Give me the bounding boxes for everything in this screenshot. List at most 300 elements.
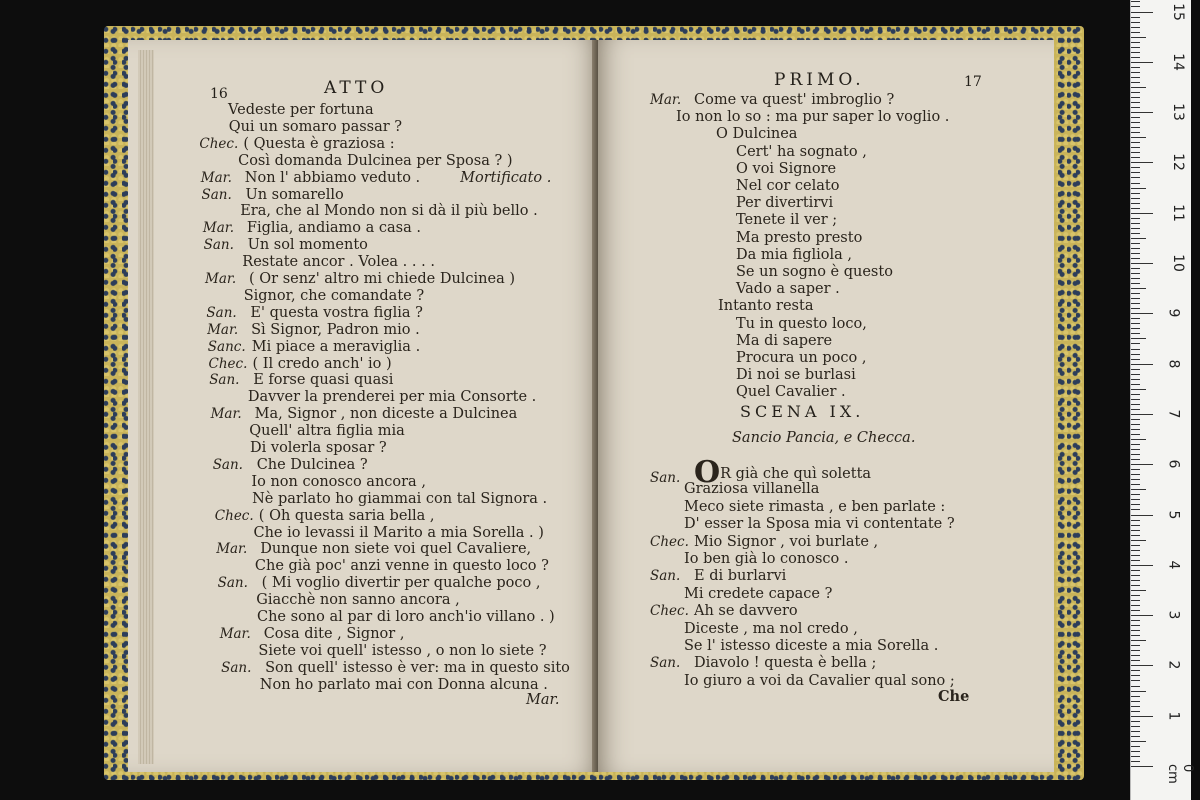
ruler-tick [1131, 92, 1140, 93]
catchword: Mar. [526, 692, 560, 708]
ruler-tick [1131, 77, 1140, 78]
ruler-tick [1131, 359, 1140, 360]
ruler-tick [1131, 585, 1140, 586]
ruler-tick [1131, 343, 1140, 344]
ruler-tick [1131, 650, 1140, 651]
ruler-tick [1131, 283, 1140, 284]
verse-line [249, 423, 405, 440]
verse-text: Giacchè non sanno ancora , [256, 592, 460, 609]
ruler-tick [1131, 469, 1140, 470]
ruler-tick [1131, 142, 1140, 143]
verse-text: ( Il credo anch' io ) [252, 355, 392, 372]
verse-line [260, 677, 548, 694]
verse-line [253, 356, 392, 373]
ruler-tick [1131, 318, 1140, 319]
ruler-tick [1131, 152, 1140, 153]
verse-text: E' questa vostra figlia ? [250, 304, 423, 321]
ruler-tick [1131, 555, 1140, 556]
verse-line [229, 119, 402, 136]
verse-text: Nè parlato ho giammai con tal Signora . [252, 490, 548, 507]
ruler-number: 12 [1169, 153, 1186, 172]
ruler-tick [1131, 560, 1140, 561]
ruler-tick [1131, 670, 1140, 671]
verse-text: Un somarello [245, 186, 344, 203]
ruler-tick [1131, 691, 1146, 692]
ruler-tick [1131, 389, 1146, 390]
ruler-tick [1131, 419, 1140, 420]
verse-line: Procura un poco , [736, 350, 867, 366]
ruler-tick [1131, 328, 1140, 329]
verse-line [684, 481, 819, 498]
ruler-tick [1131, 333, 1140, 334]
verse-line [251, 474, 426, 491]
ruler-tick [1131, 625, 1140, 626]
verse-line [244, 288, 424, 305]
speaker-label: Chec. [214, 507, 254, 524]
ruler-number: 5 [1165, 510, 1182, 519]
speaker-label: San. [217, 575, 248, 592]
ruler-tick [1131, 439, 1146, 440]
ruler-tick [1131, 248, 1140, 249]
ruler-tick [1131, 213, 1153, 214]
ruler-tick [1131, 494, 1140, 495]
verse-line [684, 673, 955, 690]
verse-text: Così domanda Dulcinea per Sposa ? ) [238, 152, 513, 169]
ruler-tick [1131, 680, 1140, 681]
verse-line [254, 525, 544, 542]
verse-line [694, 455, 872, 490]
running-head: ATTO [324, 78, 389, 98]
verse-text: Io non conosco ancora , [251, 473, 426, 490]
verse-line [684, 638, 938, 655]
ruler-tick [1131, 655, 1140, 656]
ruler-tick [1131, 193, 1140, 194]
ruler-tick [1131, 288, 1146, 289]
ruler-tick [1131, 394, 1140, 395]
ruler-tick [1131, 112, 1153, 113]
verse-text: D' esser la Sposa mia vi contentate ? [684, 516, 955, 533]
verse-text: Vedeste per fortuna [228, 102, 374, 118]
ruler-tick [1131, 47, 1140, 48]
ruler-tick [1131, 645, 1140, 646]
ruler-tick [1131, 228, 1140, 229]
verse-text: ( Mi voglio divertir per qualche poco , [261, 575, 541, 592]
ruler-tick [1131, 52, 1140, 53]
ruler-tick [1131, 364, 1153, 365]
verse-line [246, 187, 344, 204]
verse-text: Graziosa villanella [684, 481, 820, 498]
ruler-tick [1131, 696, 1140, 697]
verse-text: Dunque non siete voi quel Cavaliere, [260, 541, 532, 558]
ruler-tick [1131, 630, 1140, 631]
verse-text: Io ben già lo conosco . [684, 551, 849, 567]
ruler-unit-label: 0 cm [1165, 764, 1195, 784]
verse-line [258, 643, 546, 660]
ruler-tick [1131, 741, 1146, 742]
measuring-ruler [1130, 0, 1195, 800]
ruler-tick [1131, 12, 1153, 13]
verse-text: Diceste , ma nol credo , [684, 620, 858, 637]
speaker-label: Sanc. [207, 338, 246, 355]
ruler-tick [1131, 208, 1140, 209]
verse-line [243, 136, 394, 153]
ruler-tick [1131, 218, 1140, 219]
ruler-tick [1131, 57, 1140, 58]
verse-line [262, 575, 541, 592]
right-page [598, 40, 1054, 772]
ruler-tick [1131, 434, 1140, 435]
ruler-tick [1131, 530, 1140, 531]
ruler-tick [1131, 384, 1140, 385]
ruler-number: 3 [1165, 610, 1182, 620]
verse-text: Mi piace a meraviglia . [251, 338, 421, 355]
verse-line [252, 491, 547, 508]
speaker-label: San. [203, 237, 234, 254]
verse-text: Che già poc' anzi venne in questo loco ? [254, 558, 549, 575]
verse-text: Di volerla sposar ? [250, 440, 387, 456]
ruler-number: 14 [1169, 52, 1186, 71]
speaker-label: Chec. [199, 135, 239, 152]
ruler-tick [1131, 374, 1140, 375]
ruler-tick [1131, 102, 1140, 103]
verse-text: Quell' altra figlia mia [249, 423, 405, 440]
verse-line [265, 660, 570, 677]
speaker-label: San. [212, 456, 243, 473]
ruler-tick [1131, 429, 1140, 430]
verse-text: Che io levassi il Marito a mia Sorella . ) [253, 524, 544, 541]
ruler-tick [1131, 117, 1140, 118]
ruler-tick [1131, 273, 1140, 274]
verse-text: Son quell' istesso è ver: ma in questo sito [265, 659, 570, 676]
ruler-tick [1131, 349, 1140, 350]
ruler-tick [1131, 157, 1140, 158]
verse-line: O voi Signore [736, 160, 837, 177]
ruler-tick [1131, 132, 1140, 133]
ruler-tick [1131, 172, 1140, 173]
speaker-label: San. [206, 304, 237, 321]
ruler-number: 11 [1169, 203, 1186, 222]
scene-characters: Sancio Pancia, e Checca. [732, 430, 916, 446]
ruler-tick [1131, 665, 1153, 666]
ruler-tick [1131, 97, 1140, 98]
ruler-tick [1131, 298, 1140, 299]
ruler-tick [1131, 369, 1140, 370]
verse-text: Ah se davvero [694, 603, 798, 620]
ruler-tick [1131, 268, 1140, 269]
ruler-tick [1131, 479, 1140, 480]
verse-text: Restate ancor . Volea . . . . [242, 254, 435, 271]
ruler-tick [1131, 565, 1153, 566]
ruler-number: 13 [1169, 103, 1186, 122]
ruler-tick [1131, 354, 1140, 355]
ruler-tick [1131, 233, 1140, 234]
verse-line [242, 254, 435, 271]
verse-line [684, 516, 955, 533]
ruler-tick [1131, 17, 1140, 18]
verse-line [694, 568, 786, 585]
ruler-tick [1131, 37, 1146, 38]
ruler-tick [1131, 746, 1140, 747]
verse-text: Cosa dite , Signor , [263, 625, 405, 642]
ruler-number: 1 [1165, 711, 1182, 721]
stage-direction: Mortificato . [460, 169, 552, 186]
ruler-tick [1131, 545, 1140, 546]
verse-text: Mio Signor , voi burlate , [694, 533, 879, 550]
verse-text: Ma, Signor , non diceste a Dulcinea [254, 406, 518, 423]
verse-line: Ma presto presto [736, 229, 863, 246]
verse-line [257, 457, 368, 474]
verse-line [238, 153, 512, 170]
speaker-label: San. [209, 372, 240, 389]
ruler-tick [1131, 570, 1140, 571]
verse-line [256, 592, 459, 609]
ruler-tick [1131, 580, 1140, 581]
ruler-number: 2 [1165, 660, 1182, 670]
ruler-tick [1131, 706, 1140, 707]
speaker-label: San. [201, 186, 232, 203]
speaker-label: Mar. [219, 625, 251, 642]
verse-text: Mi credete capace ? [684, 585, 833, 602]
verse-line: Io non lo so : ma pur saper lo voglio . [676, 109, 950, 126]
ruler-tick [1131, 303, 1140, 304]
ruler-tick [1131, 449, 1140, 450]
page-edges [138, 50, 154, 764]
ruler-tick [1131, 183, 1140, 184]
ruler-tick [1131, 520, 1140, 521]
verse-line [259, 508, 435, 525]
catchword: Che [938, 688, 970, 705]
ruler-tick [1131, 484, 1140, 485]
ruler-tick [1131, 540, 1146, 541]
ruler-tick [1131, 238, 1146, 239]
ruler-tick [1131, 459, 1140, 460]
ruler-tick [1131, 72, 1140, 73]
ruler-tick [1131, 761, 1140, 762]
verse-text: ( Questa è graziosa : [243, 135, 395, 152]
ruler-tick [1131, 107, 1140, 108]
ruler-tick [1131, 127, 1140, 128]
verse-text: Signor, che comandate ? [243, 287, 425, 304]
ruler-tick [1131, 177, 1140, 178]
speaker-label: San. [650, 655, 681, 672]
speaker-label: Chec. [650, 533, 689, 550]
drop-capital: O [694, 455, 721, 490]
verse-line: Tu in questo loco, [736, 315, 867, 332]
speaker-label: San. [650, 568, 681, 585]
verse-text: R già che quì soletta [720, 466, 872, 482]
ruler-tick [1131, 147, 1140, 148]
ruler-tick [1131, 711, 1140, 712]
verse-line [255, 406, 518, 423]
ruler-tick [1131, 610, 1140, 611]
ruler-tick [1131, 756, 1140, 757]
ruler-tick [1131, 464, 1153, 465]
ruler-tick [1131, 258, 1140, 259]
verse-line: Come va quest' imbroglio ? [694, 92, 895, 108]
ruler-tick [1131, 82, 1140, 83]
speaker-label: Mar. [202, 220, 235, 237]
ruler-tick [1131, 444, 1140, 445]
ruler-tick [1131, 600, 1140, 601]
ruler-number: 8 [1165, 359, 1182, 369]
ruler-tick [1131, 701, 1140, 702]
verse-line: Nel cor celato [736, 178, 840, 194]
ruler-tick [1131, 1, 1140, 2]
verse-line [251, 322, 420, 339]
verse-line [684, 551, 848, 568]
ruler-tick [1131, 414, 1153, 415]
ruler-tick [1131, 42, 1140, 43]
verse-line: Se un sogno è questo [736, 264, 893, 280]
page-number: 17 [964, 74, 982, 90]
ruler-tick [1131, 122, 1140, 123]
verse-line: Quel Cavalier . [736, 384, 846, 401]
verse-text: Qui un somaro passar ? [228, 118, 403, 135]
ruler-tick [1131, 736, 1140, 737]
verse-line [253, 372, 393, 389]
verse-line [694, 534, 878, 551]
ruler-tick [1131, 167, 1140, 168]
verse-line: Vado a saper . [736, 281, 840, 298]
ruler-tick [1131, 535, 1140, 536]
ruler-tick [1131, 404, 1140, 405]
speaker-label: Mar. [200, 169, 232, 186]
ruler-tick [1131, 198, 1140, 199]
ruler-tick [1131, 424, 1140, 425]
verse-text: Figlia, andiamo a casa . [246, 220, 421, 237]
verse-line [249, 271, 515, 288]
verse-text: Che sono al par di loro anch'io villano . ) [257, 609, 555, 625]
verse-line: O Dulcinea [716, 126, 798, 143]
ruler-tick [1131, 504, 1140, 505]
ruler-tick [1131, 32, 1140, 33]
ruler-tick [1131, 454, 1140, 455]
verse-line [250, 440, 387, 457]
ruler-tick [1131, 726, 1140, 727]
verse-text: Sì Signor, Padron mio . [251, 321, 420, 338]
ruler-tick [1131, 489, 1146, 490]
verse-line [260, 541, 531, 558]
ruler-tick [1131, 575, 1140, 576]
ruler-tick [1131, 278, 1140, 279]
ruler-tick [1131, 686, 1140, 687]
running-head: PRIMO. [774, 70, 865, 90]
verse-text: Non ho parlato mai con Donna alcuna . [259, 676, 548, 693]
ruler-tick [1131, 67, 1140, 68]
ruler-tick [1131, 620, 1140, 621]
ruler-tick [1131, 243, 1140, 244]
ruler-tick [1131, 474, 1140, 475]
verse-line: Intanto resta [718, 298, 814, 315]
verse-text: Se l' istesso diceste a mia Sorella . [684, 638, 939, 654]
ruler-tick [1131, 313, 1153, 314]
ruler-tick [1131, 515, 1153, 516]
verse-line: Di noi se burlasi [736, 367, 856, 384]
ruler-tick [1131, 223, 1140, 224]
verse-text: Davver la prenderei per mia Consorte . [247, 389, 537, 406]
verse-line [684, 586, 832, 603]
speaker-label: Chec. [208, 355, 248, 372]
ruler-tick [1131, 595, 1140, 596]
ruler-tick [1131, 27, 1140, 28]
ruler-tick [1131, 399, 1140, 400]
ruler-number: 10 [1169, 254, 1186, 272]
ruler-tick [1131, 62, 1153, 63]
ruler-tick [1131, 338, 1146, 339]
ruler-tick [1131, 716, 1153, 717]
verse-text: ( Or senz' altro mi chiede Dulcinea ) [249, 271, 516, 287]
ruler-tick [1131, 640, 1146, 641]
verse-text: Che Dulcinea ? [256, 456, 368, 473]
verse-text: Era, che al Mondo non si dà il più bello . [240, 203, 538, 220]
scene-title: SCENA IX. [740, 402, 865, 421]
ruler-number: 6 [1165, 459, 1182, 469]
verse-line [248, 389, 536, 406]
speaker-label: Mar. [207, 321, 239, 338]
verse-line [245, 170, 552, 187]
verse-text: Diavolo ! questa è bella ; [694, 655, 877, 672]
ruler-tick [1131, 766, 1153, 767]
ruler-tick [1131, 499, 1140, 500]
ruler-tick [1131, 660, 1140, 661]
ruler-tick [1131, 721, 1140, 722]
verse-text: Un sol momento [247, 237, 368, 254]
speaker-label: San. [221, 659, 252, 676]
verse-line [694, 655, 876, 672]
verse-line [257, 609, 555, 626]
verse-line: Da mia figliola , [736, 246, 852, 263]
ruler-tick [1131, 6, 1140, 7]
ruler-tick [1131, 509, 1140, 510]
verse-text: ( Oh questa saria bella , [258, 507, 435, 524]
ruler-tick [1131, 615, 1153, 616]
verse-line [247, 220, 421, 237]
ruler-tick [1131, 379, 1140, 380]
verse-line [255, 558, 549, 575]
verse-line [684, 621, 858, 638]
verse-line: Ma di sapere [736, 332, 833, 349]
ruler-tick [1131, 308, 1140, 309]
ruler-tick [1131, 590, 1146, 591]
ruler-tick [1131, 323, 1140, 324]
ruler-tick [1131, 293, 1140, 294]
verse-line: Cert' ha sognato , [736, 143, 867, 160]
verse-text: Non l' abbiamo veduto . [244, 169, 421, 186]
speaker-label: Mar. [205, 271, 237, 287]
ruler-number: 15 [1169, 2, 1186, 21]
ruler-tick [1131, 263, 1153, 264]
ruler-tick [1131, 605, 1140, 606]
verse-line [228, 102, 374, 119]
speaker-label: Mar. [216, 541, 248, 558]
ruler-tick [1131, 188, 1146, 189]
verse-line [248, 237, 368, 254]
ruler-tick [1131, 751, 1140, 752]
ruler-tick [1131, 550, 1140, 551]
left-page [128, 40, 598, 772]
verse-line [240, 203, 538, 220]
ruler-tick [1131, 22, 1140, 23]
ruler-tick [1131, 203, 1140, 204]
page-number: 16 [210, 86, 228, 102]
ruler-tick [1131, 253, 1140, 254]
ruler-number: 4 [1165, 560, 1182, 570]
ruler-tick [1131, 525, 1140, 526]
speaker-label: Mar. [650, 92, 682, 108]
verse-text: Siete voi quell' istesso , o non lo siete ? [258, 642, 547, 659]
verse-text: Meco siete rimasta , e ben parlate : [684, 498, 946, 515]
verse-text: E forse quasi quasi [253, 372, 394, 389]
